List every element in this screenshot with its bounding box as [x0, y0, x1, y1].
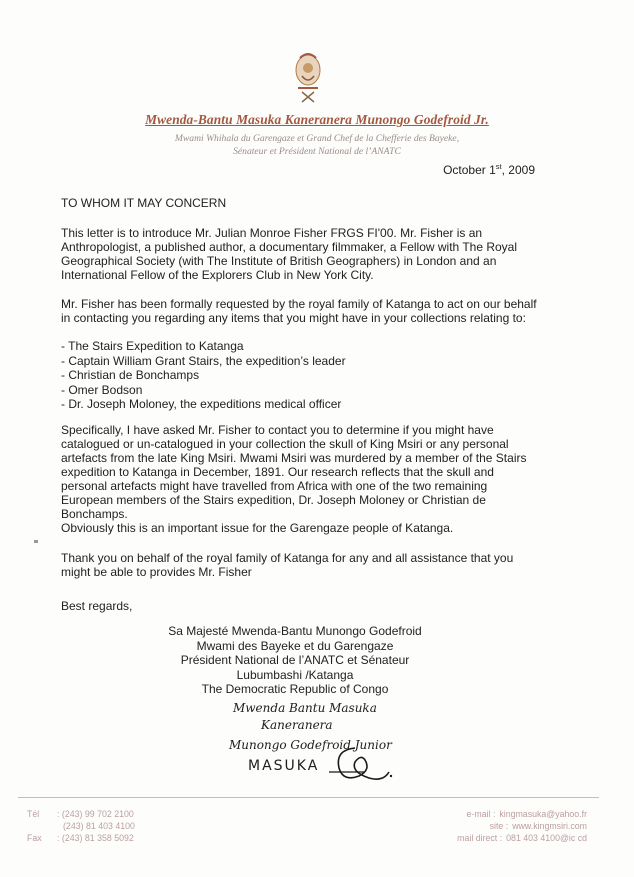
stray-mark	[34, 540, 38, 543]
letterhead-name: Mwenda-Bantu Masuka Kaneranera Munongo Godefroid Jr.	[145, 112, 489, 127]
salutation: TO WHOM IT MAY CONCERN	[61, 196, 227, 210]
footer-row	[457, 808, 587, 820]
footer-value: : (243) 81 358 5092	[57, 833, 134, 843]
footer-value: : (243) 99 702 2100	[57, 809, 134, 819]
list-item: - Christian de Bonchamps	[61, 368, 200, 382]
footer-label: Fax	[27, 833, 42, 843]
footer-value: www.kingmsiri.com	[512, 821, 587, 831]
footer-label: site :	[489, 821, 509, 831]
list-item: - Dr. Joseph Moloney, the expeditions medical officer	[61, 397, 342, 411]
signature-line: Président National de l’ANATC et Sénateur	[180, 653, 410, 667]
footer-label: Tél	[27, 809, 40, 819]
footer-row	[27, 832, 135, 844]
footer-value: kingmasuka@yahoo.fr	[499, 809, 587, 819]
paragraph-thanks: Thank you on behalf of the royal family of Katanga for any and all assistance that you might be able to provides Mr. Fisher	[61, 551, 514, 579]
handwritten-signature-line: Mwenda Bantu Masuka	[233, 701, 377, 715]
signature-line: Lubumbashi /Katanga	[236, 667, 354, 682]
handwritten-signature-line: Kaneranera	[261, 718, 333, 732]
footer-contacts-phone	[27, 808, 135, 844]
letterhead-subtitle-1: Mwami Whihala du Garengaze et Grand Chef de la Chefferie des Bayeke,	[174, 133, 460, 144]
letterhead-subtitle-2: Sénateur et Président National de l’ANATC	[233, 146, 401, 157]
signature-scribble	[325, 742, 395, 788]
paragraph-specifics	[61, 423, 537, 535]
handwritten-signature-line: MASUKA	[248, 758, 320, 774]
footer-row	[457, 820, 587, 832]
date-suffix: st	[495, 162, 502, 171]
items-list	[61, 339, 537, 412]
list-item: - Omer Bodson	[61, 382, 143, 397]
footer-label: mail direct :	[457, 833, 503, 843]
footer-value: 081 403 4100@ic cd	[506, 833, 587, 843]
signature-block	[160, 624, 430, 697]
date-year: , 2009	[501, 163, 535, 177]
footer-label: e-mail :	[466, 809, 496, 819]
paragraph-introduction: This letter is to introduce Mr. Julian Monroe Fisher FRGS FI'00. Mr. Fisher is an Anthropologist, a published author, a documentary filmmaker, a Fellow with The Royal Geographical Society (with The Institute of British Geographers) in London and an International Fellow of the Explorers Club in New York City.	[61, 226, 518, 282]
signature-line: Sa Majesté Mwenda-Bantu Munongo Godefroid	[168, 624, 422, 638]
letter-date	[443, 162, 535, 177]
footer-value: (243) 81 403 4100	[63, 821, 135, 831]
footer-row	[27, 820, 135, 832]
royal-crest-logo	[288, 48, 328, 110]
list-item: - The Stairs Expedition to Katanga	[61, 339, 244, 353]
list-item: - Captain William Grant Stairs, the expedition’s leader	[61, 353, 346, 368]
paragraph-request: Mr. Fisher has been formally requested by the royal family of Katanga to act on our behalf in contacting you regarding any items that you might have in your collections relating to:	[61, 297, 537, 325]
paragraph-specifics-note: Obviously this is an important issue for the Garengaze people of Katanga.	[61, 521, 454, 535]
paragraph-specifics-body: Specifically, I have asked Mr. Fisher to contact you to determine if you might have catalogued or un-catalogued in your collection the skull of King Msiri or any personal artefacts from the late King Msiri. Mwami Msiri was murdered by a member of the Stairs expedition to Katanga in December, 1891. Our research reflects that the skull and personal artefacts might have travelled from Africa with one of the two remaining European members of the Stairs expedition, Dr. Joseph Moloney or Christian de Bonchamps.	[61, 423, 527, 521]
footer-row	[27, 808, 135, 820]
signature-line: Mwami des Bayeke et du Garengaze	[196, 638, 394, 653]
date-month-day: October 1	[443, 163, 496, 177]
closing: Best regards,	[61, 599, 133, 613]
handwritten-signature-line: Munongo Godefroid Junior	[229, 738, 392, 752]
footer-contacts-web	[457, 808, 587, 844]
footer-row	[457, 832, 587, 844]
footer-divider	[18, 797, 599, 798]
signature-line: The Democratic Republic of Congo	[201, 682, 389, 696]
